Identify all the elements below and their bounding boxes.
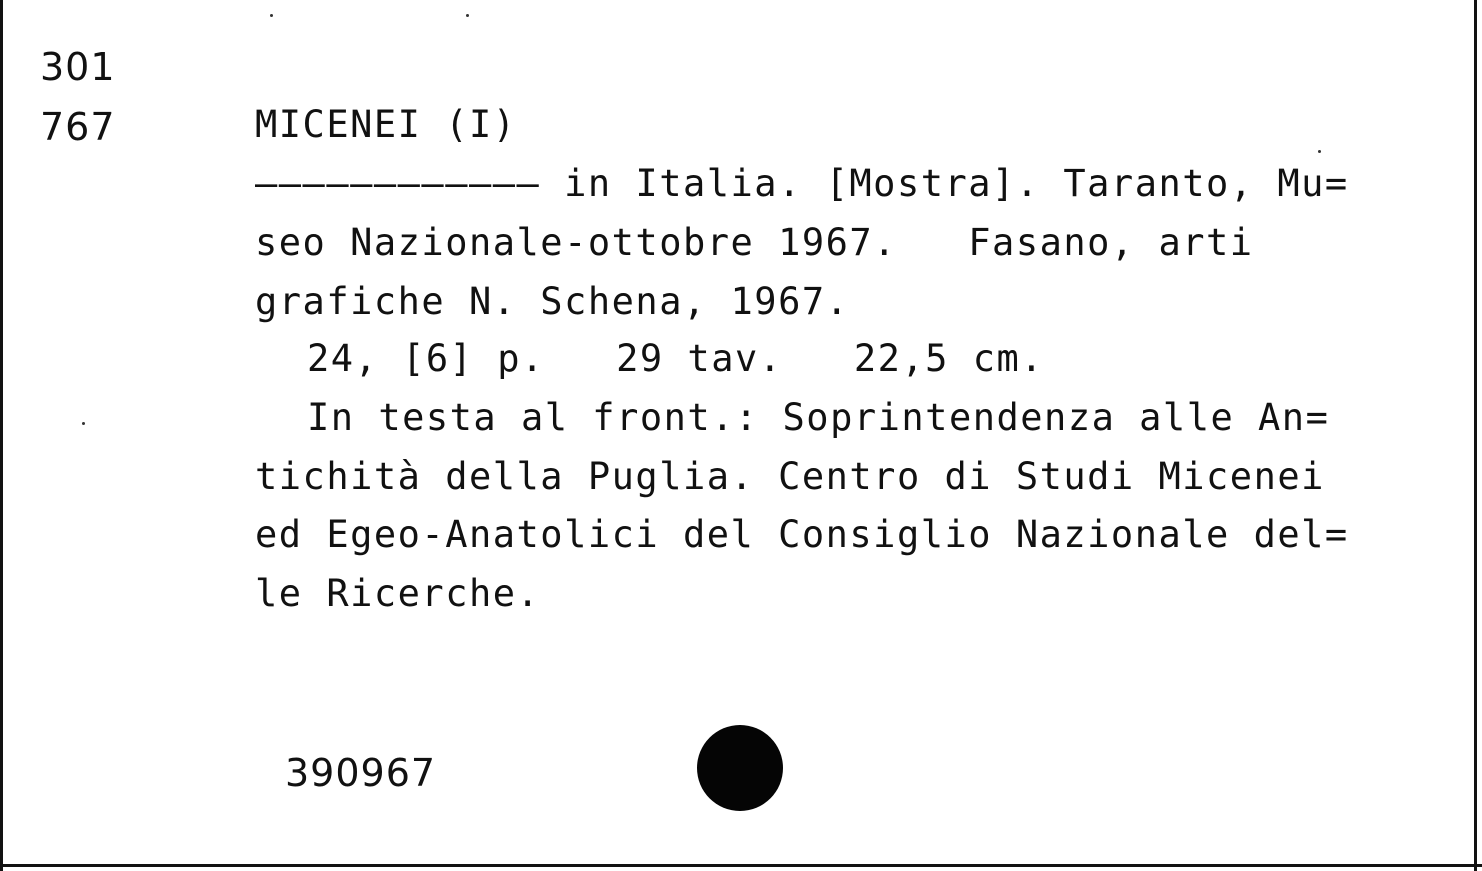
speck (466, 14, 469, 17)
card-right-edge (1474, 0, 1477, 871)
heading: MICENEI (I) (255, 103, 517, 146)
card-left-edge (0, 0, 3, 871)
card-bottom-edge (0, 864, 1482, 867)
call-number-line-2: 767 (40, 105, 116, 149)
title-line-3: grafiche N. Schena, 1967. (255, 280, 850, 323)
note-line-3: ed Egeo-Anatolici del Consiglio Nazionale del= (255, 513, 1349, 556)
note-line-1: In testa al front.: Soprintendenza alle An= (307, 396, 1330, 439)
call-number-line-1: 301 (40, 45, 116, 89)
note-line-2: tichità della Puglia. Centro di Studi Micenei (255, 455, 1325, 498)
speck (1318, 150, 1321, 153)
title-line-1: ———————————— in Italia. [Mostra]. Taranto, Mu= (255, 162, 1349, 205)
speck (82, 422, 85, 425)
speck (270, 14, 273, 17)
title-line-2: seo Nazionale-ottobre 1967. Fasano, arti (255, 221, 1254, 264)
punch-hole (697, 725, 783, 811)
accession-number: 390967 (285, 751, 437, 795)
note-line-4: le Ricerche. (255, 572, 541, 615)
collation: 24, [6] p. 29 tav. 22,5 cm. (307, 337, 1045, 380)
